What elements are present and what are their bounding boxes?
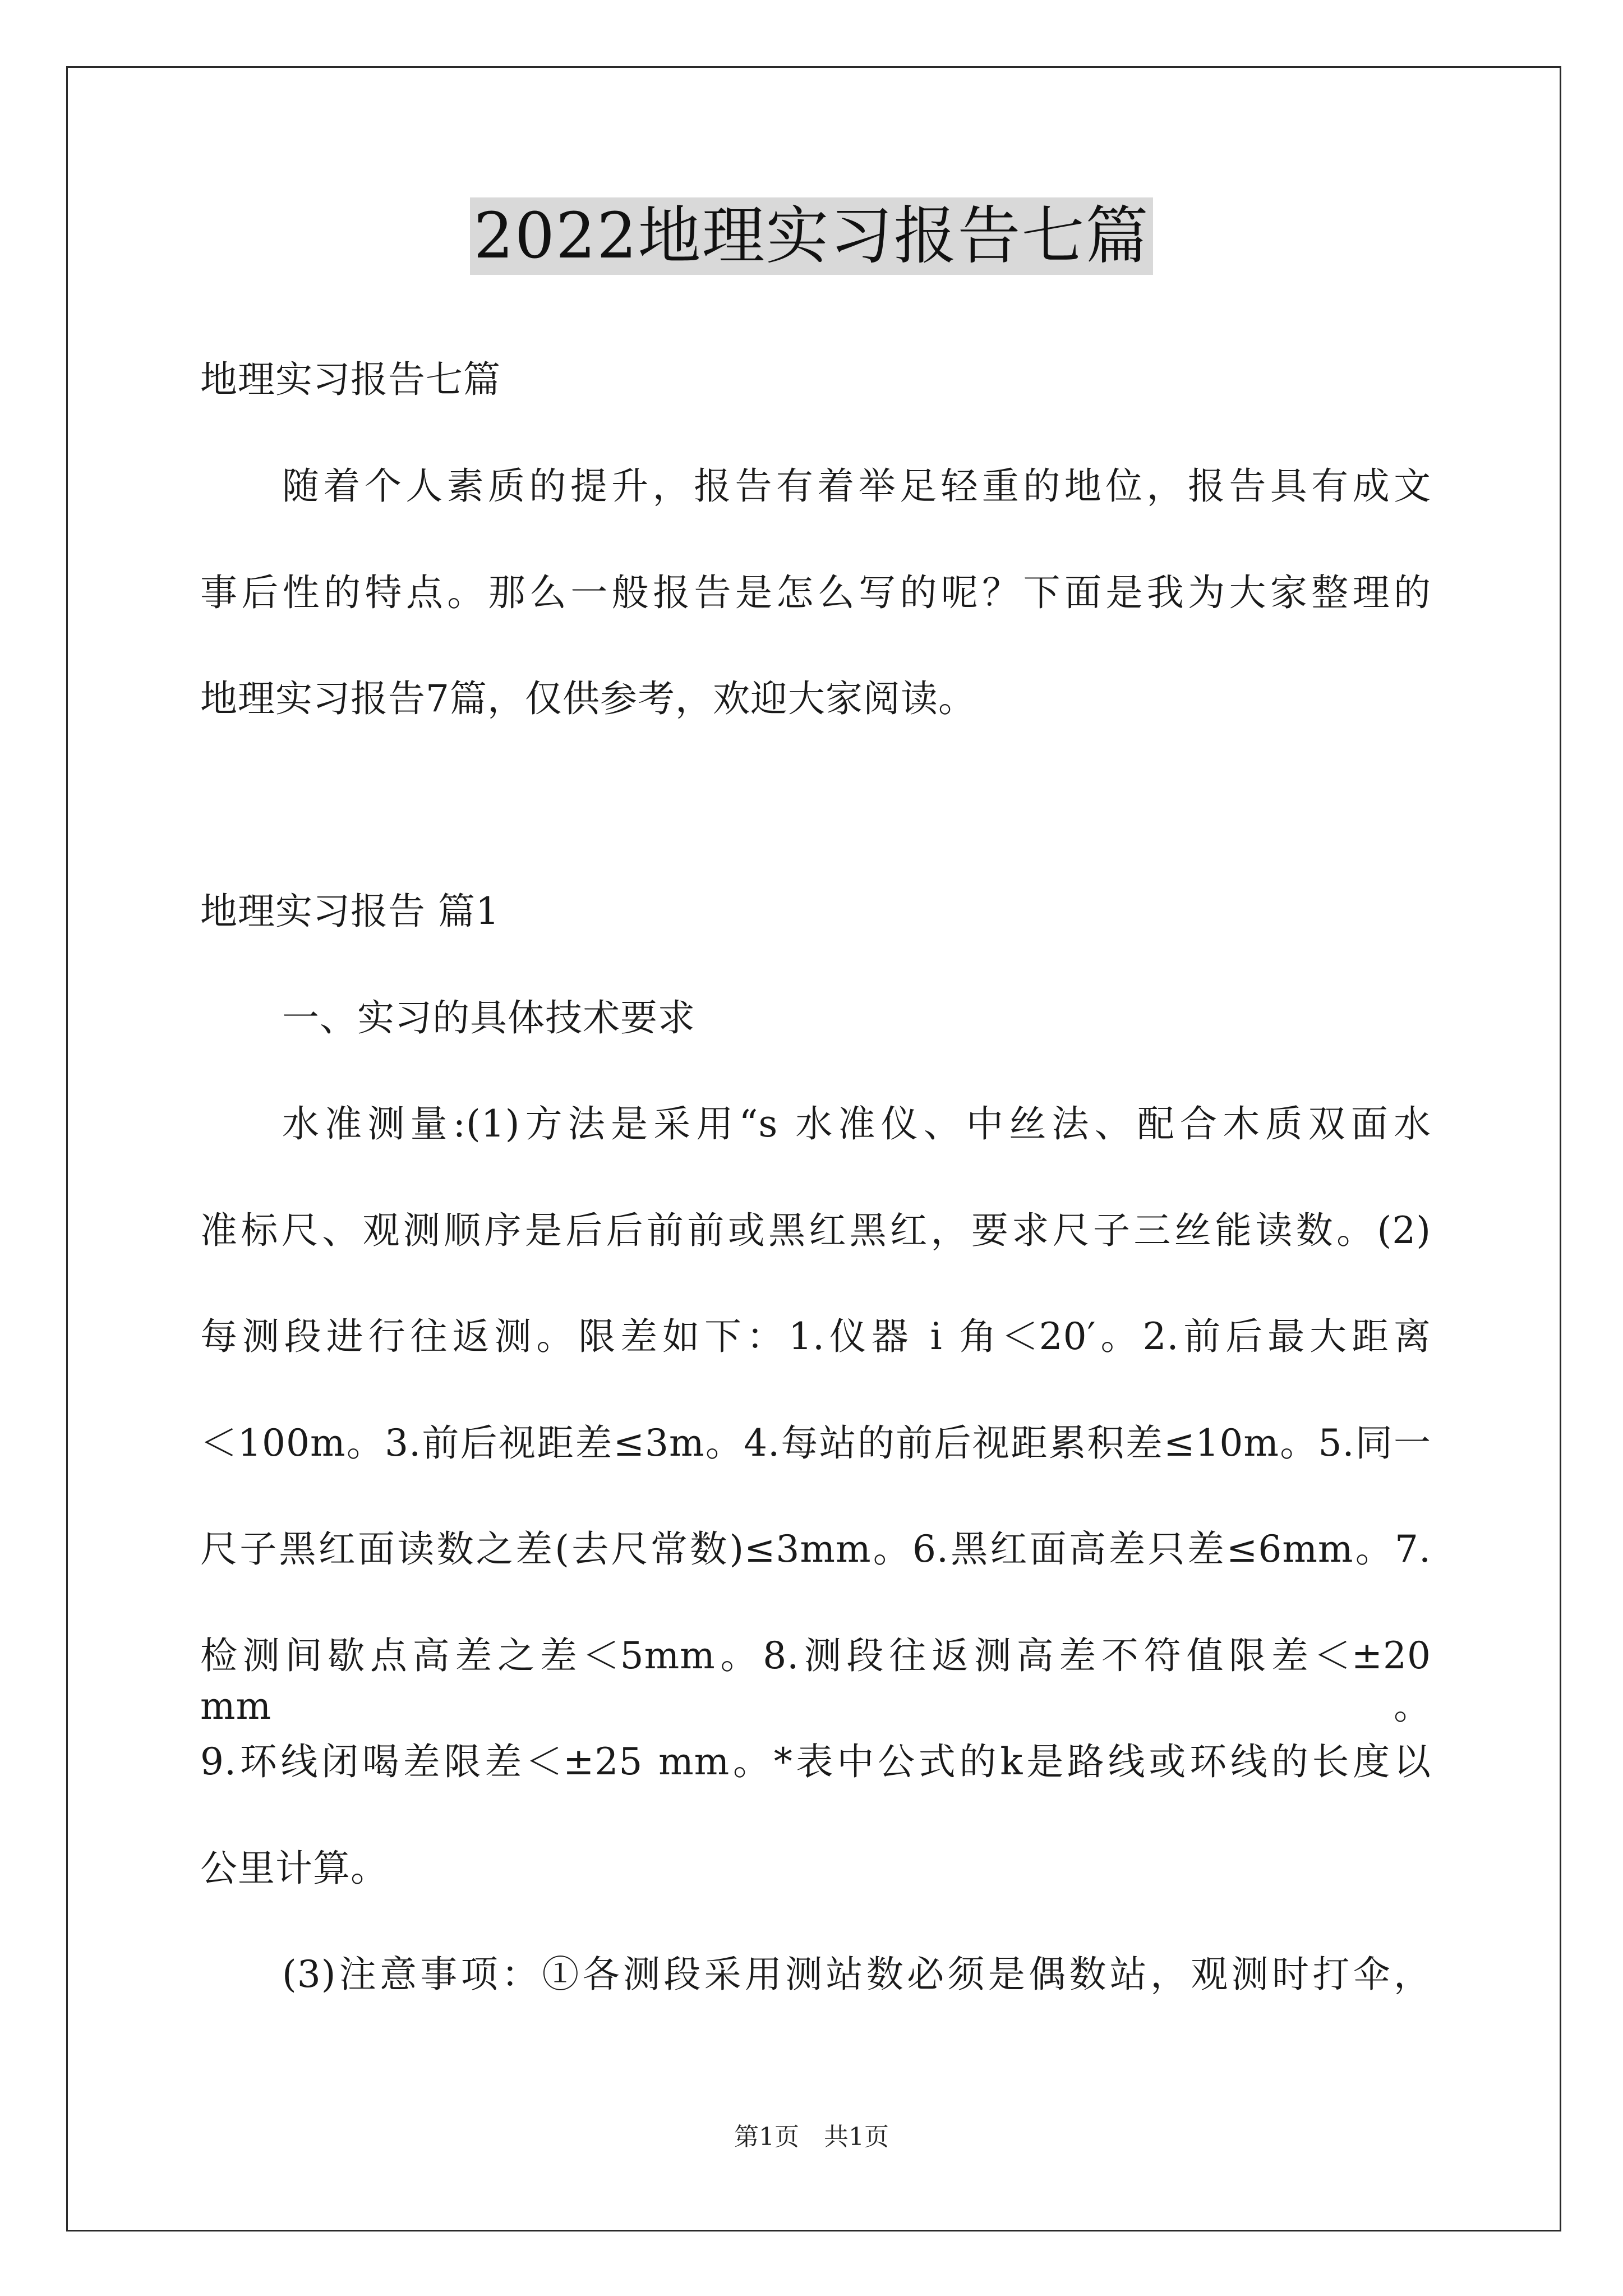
note-line: (3)注意事项：①各测段采用测站数必须是偶数站，观测时打伞， [282,1953,1431,1996]
document-title: 2022地理实习报告七篇 [470,197,1152,275]
body-line-1: 水准测量:(1)方法是采用“s 水准仪、中丝法、配合木质双面水 [282,1102,1431,1145]
page-number-footer: 第1页 共1页 [734,2123,889,2151]
body-line-4: ＜100m。3.前后视距差≤3m。4.每站的前后视距累积差≤10m。5.同一 [200,1421,1431,1465]
subheading: 一、实习的具体技术要求 [282,996,695,1039]
intro-line-3: 地理实习报告7篇，仅供参考，欢迎大家阅读。 [200,677,976,720]
section-heading: 地理实习报告 篇1 [200,890,500,933]
intro-line-1: 随着个人素质的提升，报告有着举足轻重的地位，报告具有成文 [282,464,1431,508]
body-line-6: 检测间歇点高差之差＜5mm。8.测段往返测高差不符值限差＜±20 mm。 [200,1634,1431,1728]
body-line-2: 准标尺、观测顺序是后后前前或黑红黑红，要求尺子三丝能读数。(2) [200,1209,1431,1252]
document-subtitle: 地理实习报告七篇 [200,358,501,401]
body-line-5: 尺子黑红面读数之差(去尺常数)≤3mm。6.黑红面高差只差≤6mm。7. [200,1527,1431,1571]
body-line-3: 每测段进行往返测。限差如下：1.仪器 i 角＜20′。2.前后最大距离 [200,1315,1431,1358]
body-line-8: 公里计算。 [200,1847,388,1890]
intro-line-2: 事后性的特点。那么一般报告是怎么写的呢？下面是我为大家整理的 [200,571,1431,614]
body-line-7: 9.环线闭喝差限差＜±25 mm。*表中公式的k是路线或环线的长度以 [200,1740,1431,1783]
title-container [0,197,1623,275]
